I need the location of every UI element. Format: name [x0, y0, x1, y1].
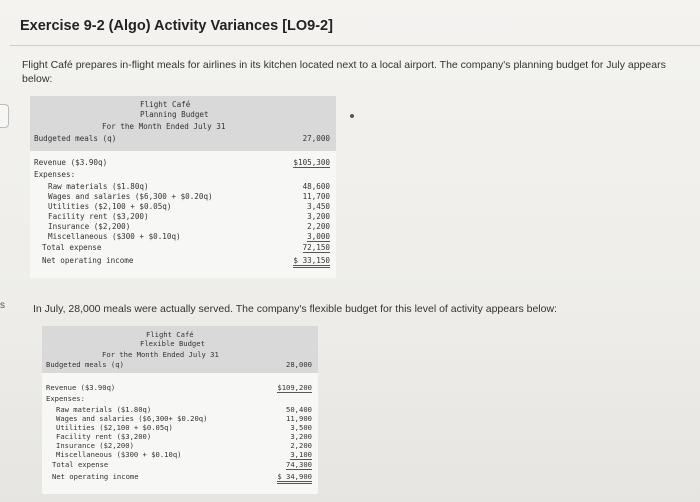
- flexible-budget-table: Flight Café Flexible Budget For the Month Ended July 31 Budgeted meals (q) 28,000 Revenue ($3.90q) $109,200 Expenses: Raw materials ($1.80q) 50,400 Wages and salaries ($6,300+ $0.20q) 11,900 Utilities ($2,100 + $0.05q) 3,500 Facility rent ($3,200) 3,200 Insurance ($2,200) 2,200 Miscellaneous ($300 + $0.10q) 3,100 Total expense 74,300 Net operating income $ 34,900: [42, 326, 318, 494]
- flexible-budgeted-meals-label: Budgeted meals (q): [46, 360, 124, 369]
- planning-budget-table: Flight Café Planning Budget For the Month Ended July 31 Budgeted meals (q) 27,000 Revenue ($3.90q) $105,300 Expenses: Raw materials ($1.80q) 48,600 Wages and salaries ($6,300 + $0.20q) 11,700 Utilities ($2,100 + $0.05q) 3,450 Facility rent ($3,200) 3,200 Insurance ($2,200) 2,200 Miscellaneous ($300 + $0.10q) 3,000 Total expense 72,150 Net operating income $ 33,150: [30, 96, 336, 278]
- flexible-budgeted-meals-value: 28,000: [286, 360, 312, 369]
- planning-revenue-value: $105,300: [293, 158, 330, 167]
- planning-budgeted-meals-label: Budgeted meals (q): [34, 134, 117, 143]
- planning-revenue-label: Revenue ($3.90q): [34, 158, 108, 167]
- stray-dot: [350, 114, 354, 118]
- intro-text: Flight Café prepares in-flight meals for airlines in its kitchen located next to a local airport. The company's planning budget for July appears below:: [22, 59, 666, 85]
- flexible-intro-text: In July, 28,000 meals were actually served. The company's flexible budget for this level of activity appears below:: [33, 303, 557, 315]
- planning-budget-name: Planning Budget: [140, 110, 209, 119]
- exercise-title: Exercise 9-2 (Algo) Activity Variances [LO9-2]: [20, 18, 333, 34]
- planning-budgeted-meals-value: 27,000: [302, 134, 330, 143]
- side-scroll-tab[interactable]: [0, 104, 9, 128]
- flexible-period: For the Month Ended July 31: [102, 350, 219, 359]
- flexible-budget-name: Flexible Budget: [140, 339, 205, 348]
- side-letter: s: [0, 300, 5, 311]
- planning-company: Flight Café: [140, 100, 191, 109]
- planning-period: For the Month Ended July 31: [102, 122, 226, 131]
- title-divider: [10, 45, 700, 46]
- flexible-company: Flight Café: [146, 330, 194, 339]
